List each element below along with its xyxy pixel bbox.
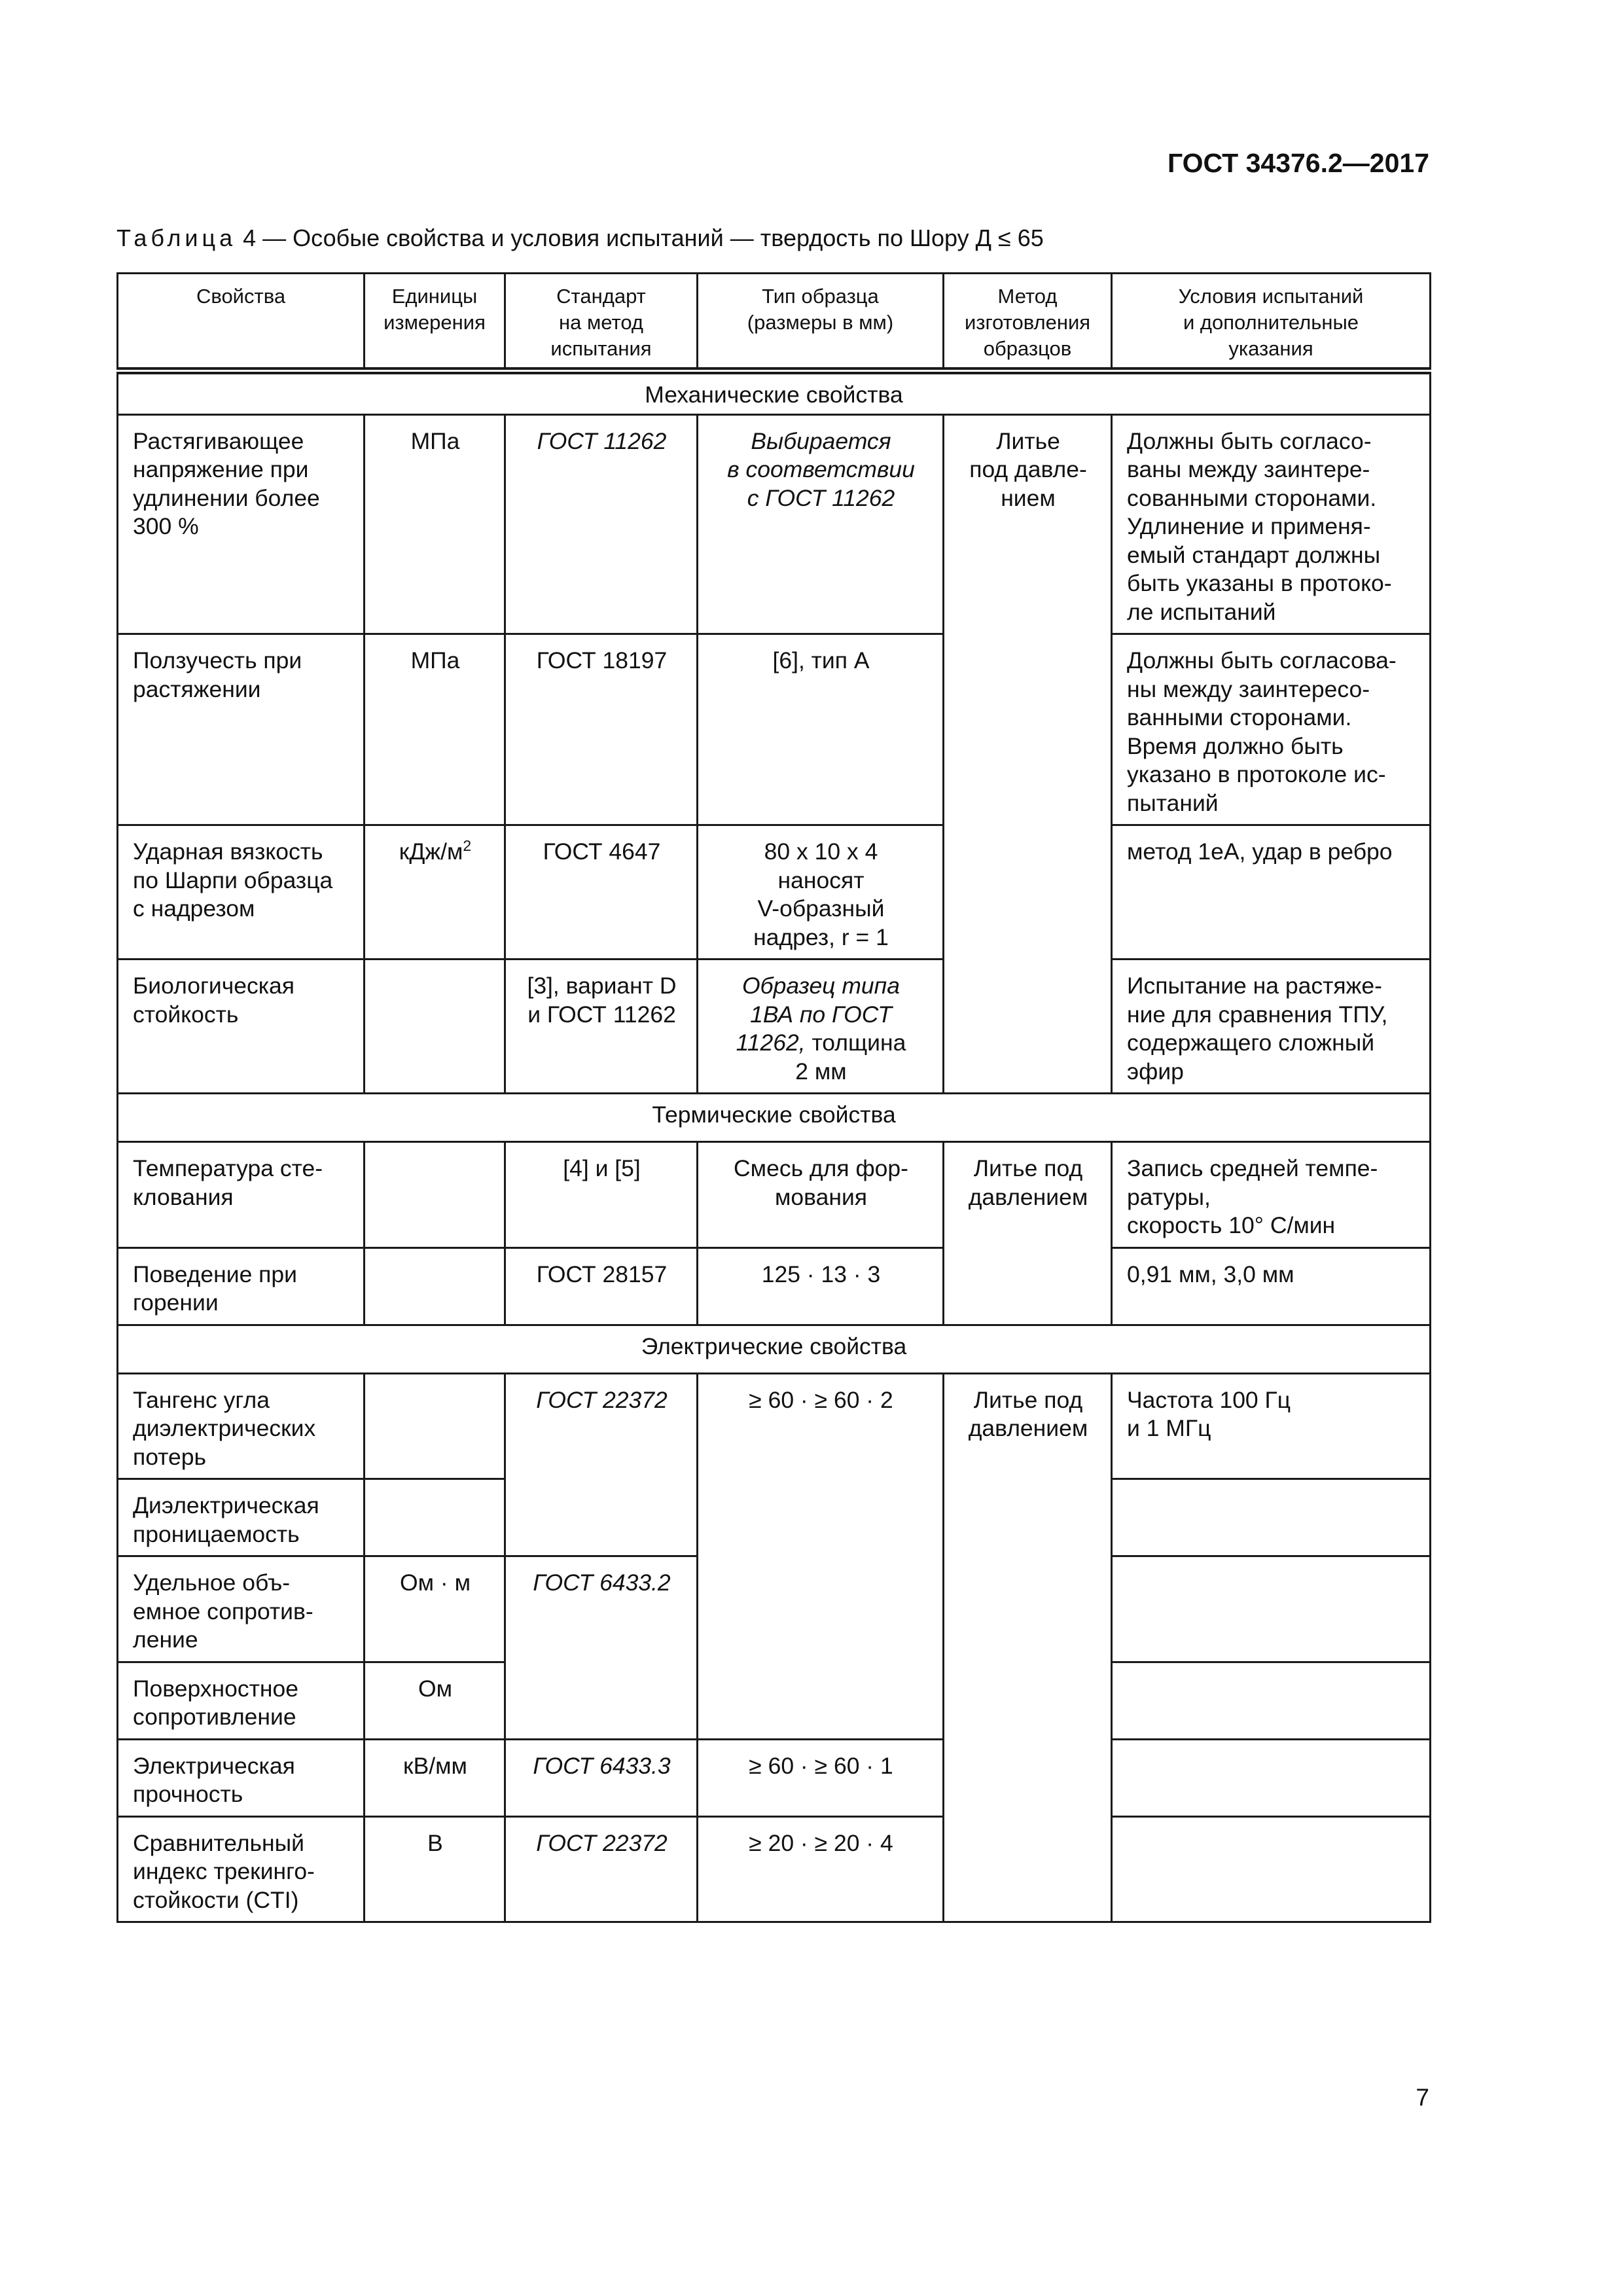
sample-plain-text: толщина 2 мм: [795, 1030, 906, 1085]
unit-cell: В: [365, 1816, 505, 1922]
table-row: [118, 1816, 1431, 1922]
standard-cell: ГОСТ 18197: [505, 634, 698, 825]
standard-cell: ГОСТ 6433.2: [505, 1556, 698, 1740]
conditions-cell: 0,91 мм, 3,0 мм: [1112, 1247, 1431, 1325]
table-row: [118, 414, 1431, 634]
property-cell: Сравнительный индекс трекинго- стойкости (CTI): [118, 1816, 365, 1922]
section-mechanical: Механические свойства: [118, 371, 1431, 415]
unit-cell: [365, 960, 505, 1094]
table-row: [118, 825, 1431, 960]
table-row: [118, 1247, 1431, 1325]
sample-cell: ≥ 60 · ≥ 60 · 1: [698, 1739, 944, 1816]
standard-cell: ГОСТ 11262: [505, 414, 698, 634]
conditions-cell: [1112, 1816, 1431, 1922]
sample-italic-text: Образец типа 1ВА по ГОСТ 11262,: [736, 973, 900, 1056]
conditions-cell: [1112, 1739, 1431, 1816]
sample-cell: [6], тип А: [698, 634, 944, 825]
property-cell: Поверхностное сопротивление: [118, 1662, 365, 1739]
property-cell: Растягивающее напряжение при удлинении более 300 %: [118, 414, 365, 634]
conditions-cell: Должны быть согласова- ны между заинтересо- ванными сторонами. Время должно быть указано в протоколе ис- пытаний: [1112, 634, 1431, 825]
table-row: [118, 960, 1431, 1094]
document-code: ГОСТ 34376.2—2017: [1167, 148, 1429, 178]
unit-text: кДж/м: [399, 838, 463, 865]
property-cell: Тангенс угла диэлектрических потерь: [118, 1373, 365, 1479]
column-header-sample-type: Тип образца (размеры в мм): [698, 274, 944, 371]
unit-cell: [365, 1142, 505, 1248]
property-cell: Диэлектрическая проницаемость: [118, 1479, 365, 1556]
page-number: 7: [1416, 2084, 1429, 2111]
table-row: [118, 1373, 1431, 1479]
unit-cell: МПа: [365, 414, 505, 634]
table-row: [118, 634, 1431, 825]
unit-cell: Ом: [365, 1662, 505, 1739]
property-cell: Поведение при горении: [118, 1247, 365, 1325]
conditions-cell: метод 1еА, удар в ребро: [1112, 825, 1431, 960]
unit-cell: кВ/мм: [365, 1739, 505, 1816]
unit-cell: [365, 1479, 505, 1556]
sample-cell: 80 x 10 x 4 наносят V-образный надрез, r = 1: [698, 825, 944, 960]
column-header-preparation-method: Метод изготовления образцов: [944, 274, 1112, 371]
conditions-cell: [1112, 1479, 1431, 1556]
table-row: [118, 1739, 1431, 1816]
conditions-cell: [1112, 1556, 1431, 1662]
column-header-test-conditions: Условия испытаний и дополнительные указания: [1112, 274, 1431, 371]
column-header-test-standard: Стандарт на метод испытания: [505, 274, 698, 371]
sample-cell: 125 · 13 · 3: [698, 1247, 944, 1325]
standard-cell: [3], вариант D и ГОСТ 11262: [505, 960, 698, 1094]
property-cell: Ударная вязкость по Шарпи образца с надрезом: [118, 825, 365, 960]
standard-cell: ГОСТ 22372: [505, 1373, 698, 1556]
standard-cell: ГОСТ 22372: [505, 1816, 698, 1922]
unit-cell: Ом · м: [365, 1556, 505, 1662]
unit-cell: МПа: [365, 634, 505, 825]
table-caption-text: 4 — Особые свойства и условия испытаний — твердость по Шору Д ≤ 65: [236, 224, 1044, 251]
unit-superscript: 2: [463, 837, 472, 855]
property-cell: Биологическая стойкость: [118, 960, 365, 1094]
column-header-units: Единицы измерения: [365, 274, 505, 371]
conditions-cell: Частота 100 Гц и 1 МГц: [1112, 1373, 1431, 1479]
sample-cell: Смесь для фор- мования: [698, 1142, 944, 1248]
unit-cell: [365, 825, 505, 960]
section-thermal: Термические свойства: [118, 1094, 1431, 1142]
table-caption-label: Таблица: [116, 224, 237, 251]
conditions-cell: Должны быть согласо- ваны между заинтере- сованными сторонами. Удлинение и применя- емый стандарт должны быть указаны в протоко- ле испытаний: [1112, 414, 1431, 634]
method-cell-electrical: Литье под давлением: [944, 1373, 1112, 1922]
section-electrical: Электрические свойства: [118, 1325, 1431, 1373]
sample-cell: Выбирается в соответствии с ГОСТ 11262: [698, 414, 944, 634]
conditions-cell: Испытание на растяже- ние для сравнения ТПУ, содержащего сложный эфир: [1112, 960, 1431, 1094]
standard-cell: ГОСТ 28157: [505, 1247, 698, 1325]
table-caption: [116, 224, 1044, 252]
conditions-cell: Запись средней темпе- ратуры, скорость 10° С/мин: [1112, 1142, 1431, 1248]
property-cell: Электрическая прочность: [118, 1739, 365, 1816]
property-cell: Температура сте- клования: [118, 1142, 365, 1248]
column-header-properties: Свойства: [118, 274, 365, 371]
table-row: [118, 1142, 1431, 1248]
sample-cell: ≥ 60 · ≥ 60 · 2: [698, 1373, 944, 1739]
standard-cell: [4] и [5]: [505, 1142, 698, 1248]
unit-cell: [365, 1247, 505, 1325]
properties-table: [116, 272, 1431, 1923]
method-cell-thermal: Литье под давлением: [944, 1142, 1112, 1325]
conditions-cell: [1112, 1662, 1431, 1739]
unit-cell: [365, 1373, 505, 1479]
standard-cell: ГОСТ 6433.3: [505, 1739, 698, 1816]
standard-cell: ГОСТ 4647: [505, 825, 698, 960]
sample-cell: ≥ 20 · ≥ 20 · 4: [698, 1816, 944, 1922]
sample-cell: [698, 960, 944, 1094]
method-cell-mechanical: Литье под давле- нием: [944, 414, 1112, 1094]
property-cell: Ползучесть при растяжении: [118, 634, 365, 825]
property-cell: Удельное объ- емное сопротив- ление: [118, 1556, 365, 1662]
